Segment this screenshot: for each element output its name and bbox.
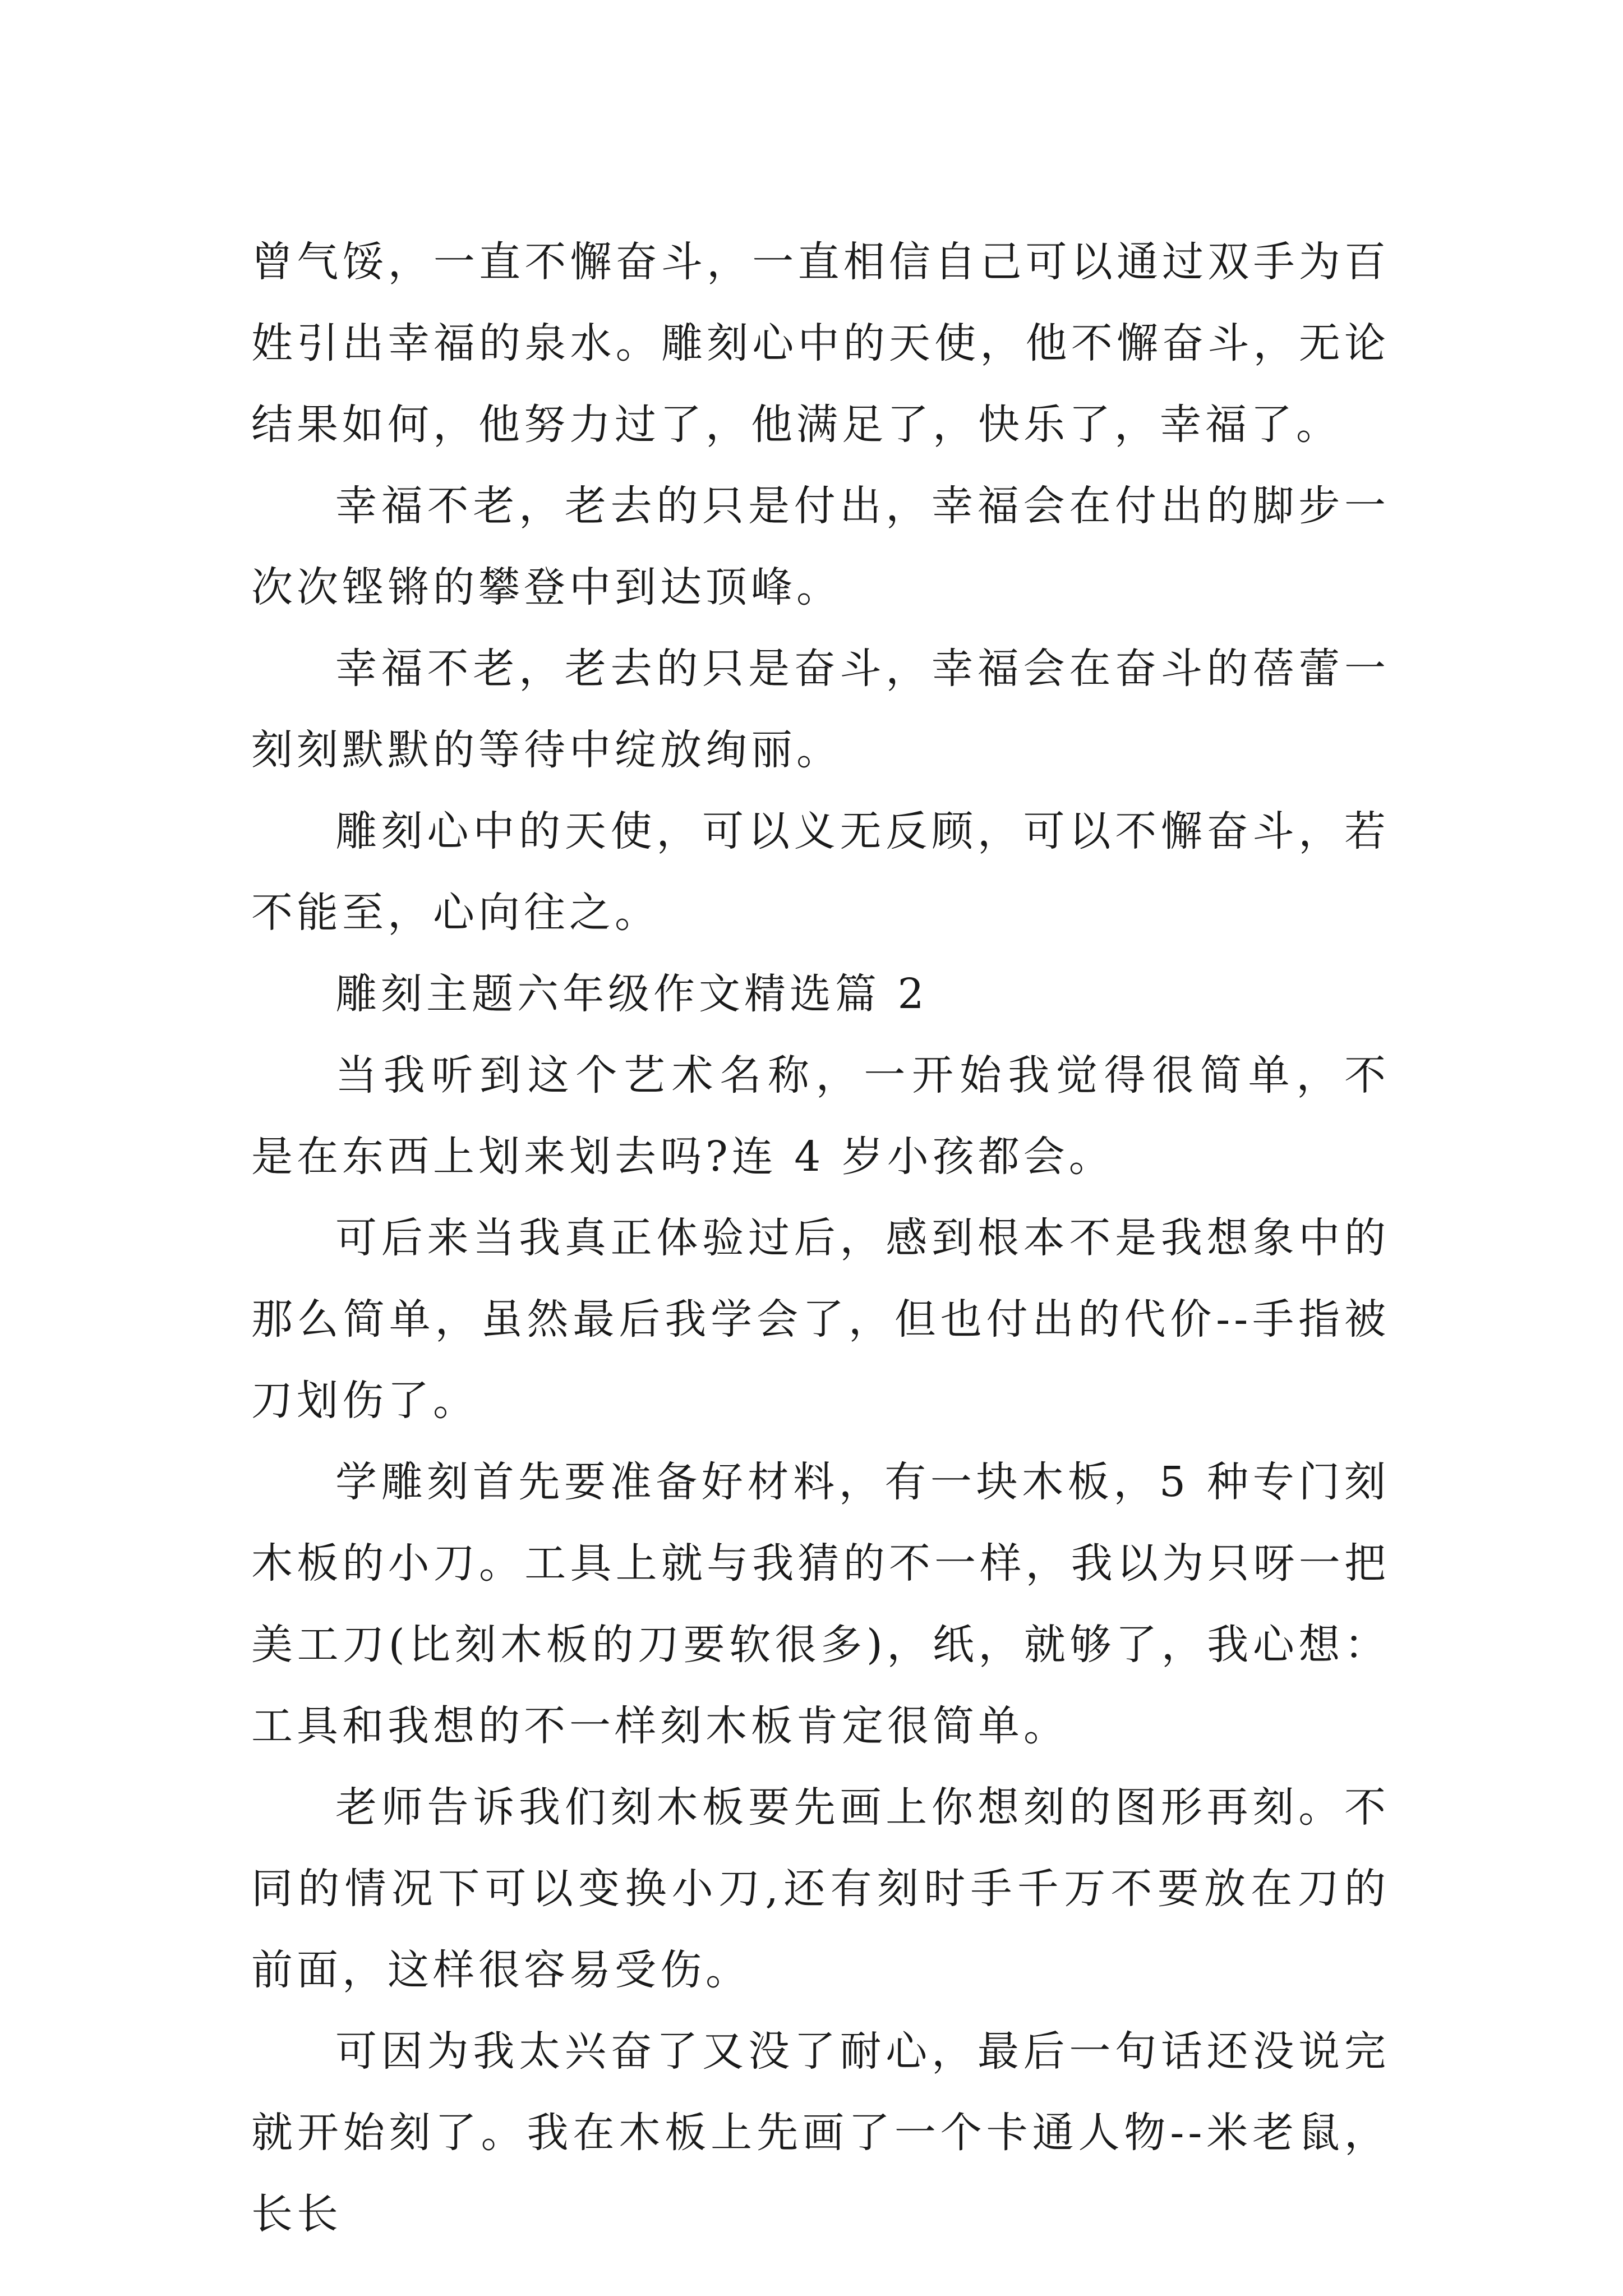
paragraph: 可后来当我真正体验过后，感到根本不是我想象中的那么简单，虽然最后我学会了，但也付出的代价--手指被刀划伤了。 — [251, 1214, 1390, 1425]
section-title: 雕刻主题六年级作文精选篇 2 — [335, 970, 928, 1018]
paragraph: 学雕刻首先要准备好材料，有一块木板，5 种专门刻木板的小刀。工具上就与我猜的不一样，我以为只呀一把美工刀(比刻木板的刀要软很多)，纸，就够了，我心想：工具和我想的不一样刻木板肯定很简单。 — [251, 1458, 1390, 1750]
paragraph: 当我听到这个艺术名称，一开始我觉得很简单，不 是在东西上划来划去吗?连 4 岁小孩都会。 — [251, 1051, 1390, 1181]
paragraph: 可因为我太兴奋了又没了耐心，最后一句话还没说完就开始刻了。我在木板上先画了一个卡通人物--米老鼠，长长 — [251, 2027, 1390, 2238]
paragraph: 老师告诉我们刻木板要先画上你想刻的图形再刻。不同的情况下可以变换小刀,还有刻时手千万不要放在刀的前面，这样很容易受伤。 — [251, 1783, 1390, 1994]
paragraph: 幸福不老，老去的只是付出，幸福会在付出的脚步一次次铿锵的攀登中到达顶峰。 — [251, 482, 1390, 611]
paragraph: 雕刻心中的天使，可以义无反顾，可以不懈奋斗，若不能至，心向往之。 — [251, 807, 1390, 937]
paragraph: 幸福不老，老去的只是奋斗，幸福会在奋斗的蓓蕾一刻刻默默的等待中绽放绚丽。 — [251, 645, 1390, 774]
paragraph-continuation: 曾气馁，一直不懈奋斗，一直相信自己可以通过双手为百姓引出幸福的泉水。雕刻心中的天使，他不懈奋斗，无论结果如何，他努力过了，他满足了，快乐了，幸福了。 — [251, 238, 1390, 449]
document-body — [251, 222, 1390, 2255]
